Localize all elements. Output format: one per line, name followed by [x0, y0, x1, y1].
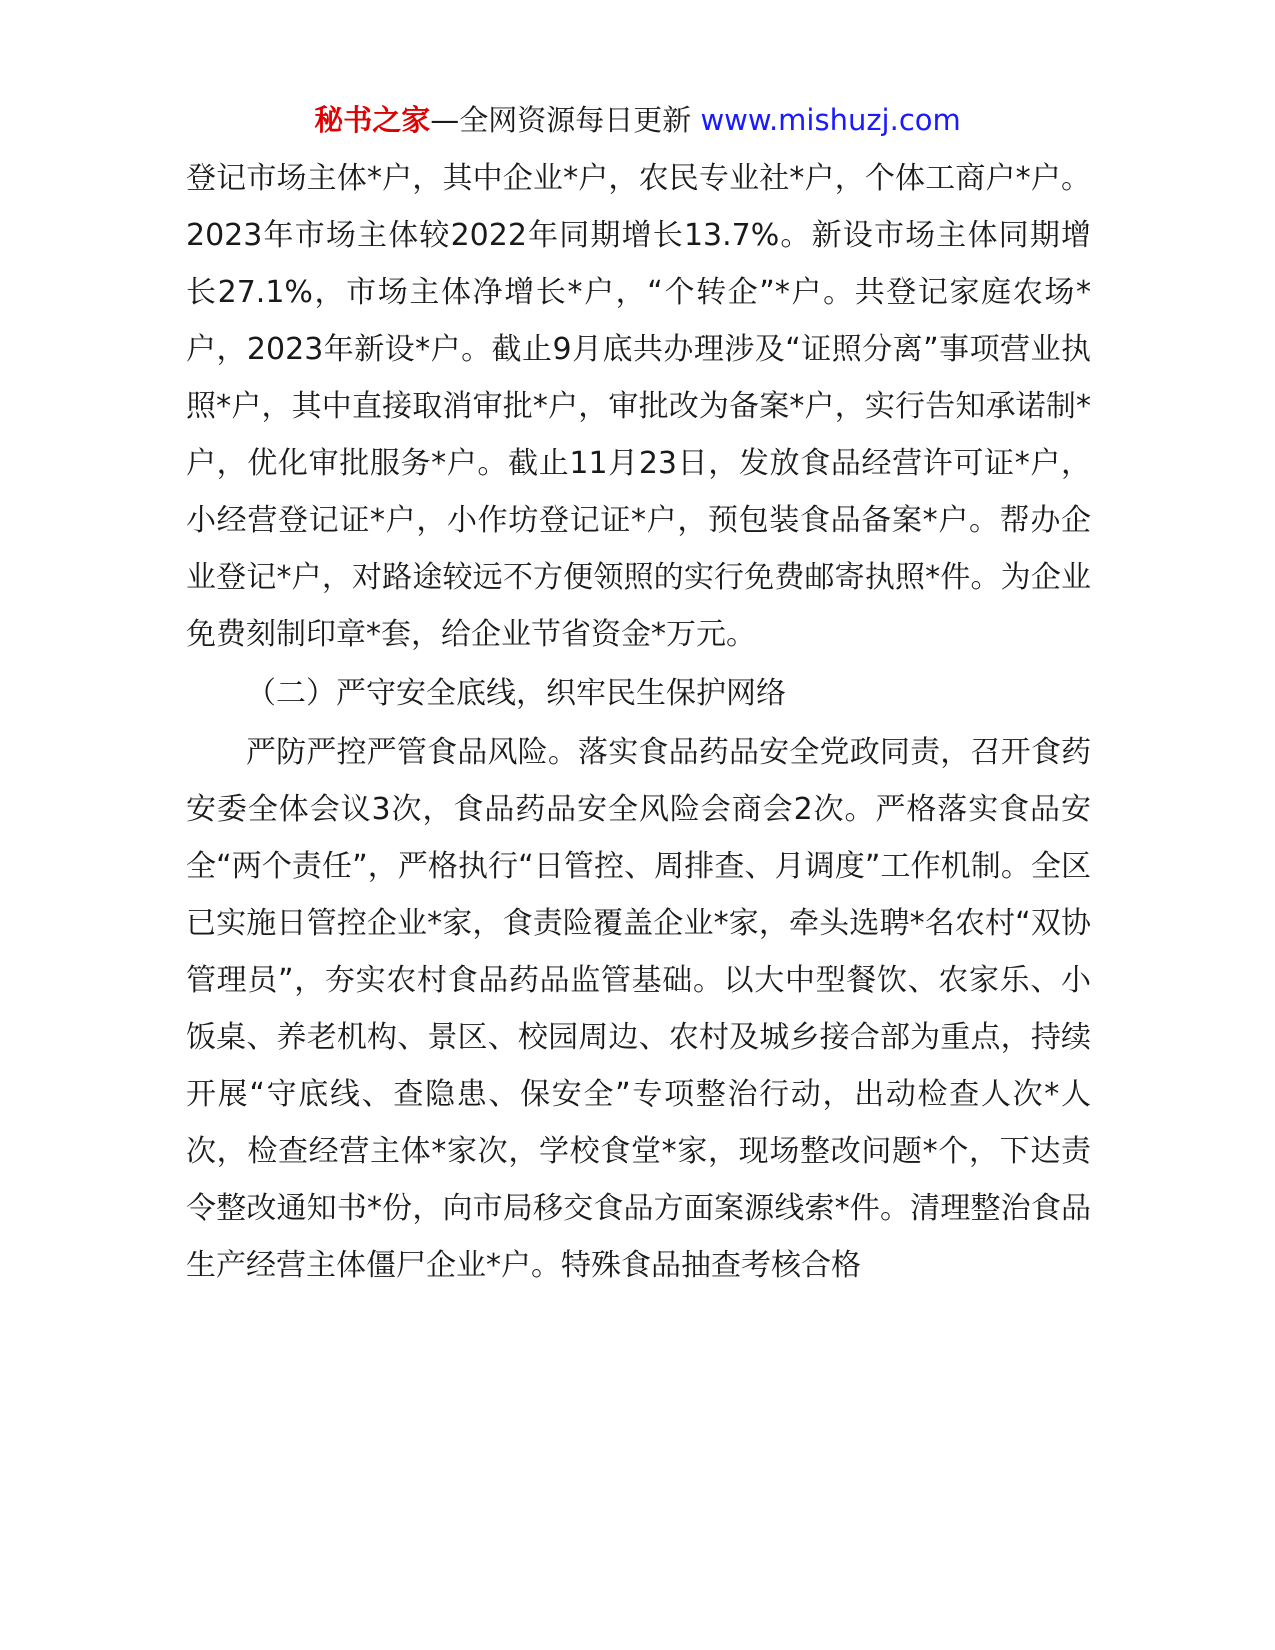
brand-name: 秘书之家 [314, 103, 431, 137]
page-header [0, 100, 1275, 140]
header-tagline: —全网资源每日更新 [430, 103, 692, 137]
section-heading: （二）严守安全底线，织牢民生保护网络 [246, 676, 786, 711]
website-link[interactable]: www.mishuzj.com [700, 103, 961, 137]
document-body [186, 150, 1091, 1294]
body-paragraph: 登记市场主体*户，其中企业*户，农民专业社*户，个体工商户*户。2023年市场主体较2022年同期增长13.7%。新设市场主体同期增长27.1%，市场主体净增长*户，“个转企”*户。共登记家庭农场*户，2023年新设*户。截止9月底共办理涉及“证照分离”事项营业执照*户，其中直接取消审批*户，审批改为备案*户，实行告知承诺制*户，优化审批服务*户。截止11月23日，发放食品经营许可证*户，小经营登记证*户，小作坊登记证*户，预包装食品备案*户。帮办企业登记*户，对路途较远不方便领照的实行免费邮寄执照*件。为企业免费刻制印章*套，给企业节省资金*万元。 [186, 161, 1091, 652]
body-paragraph: 严防严控严管食品风险。落实食品药品安全党政同责，召开食药安委全体会议3次，食品药品安全风险会商会2次。严格落实食品安全“两个责任”，严格执行“日管控、周排查、月调度”工作机制。全区已实施日管控企业*家，食责险覆盖企业*家，牵头选聘*名农村“双协管理员”，夯实农村食品药品监管基础。以大中型餐饮、农家乐、小饭桌、养老机构、景区、校园周边、农村及城乡接合部为重点，持续开展“守底线、查隐患、保安全”专项整治行动，出动检查人次*人次，检查经营主体*家次，学校食堂*家，现场整改问题*个，下达责令整改通知书*份，向市局移交食品方面案源线索*件。清理整治食品生产经营主体僵尸企业*户。特殊食品抽查考核合格 [186, 735, 1091, 1283]
